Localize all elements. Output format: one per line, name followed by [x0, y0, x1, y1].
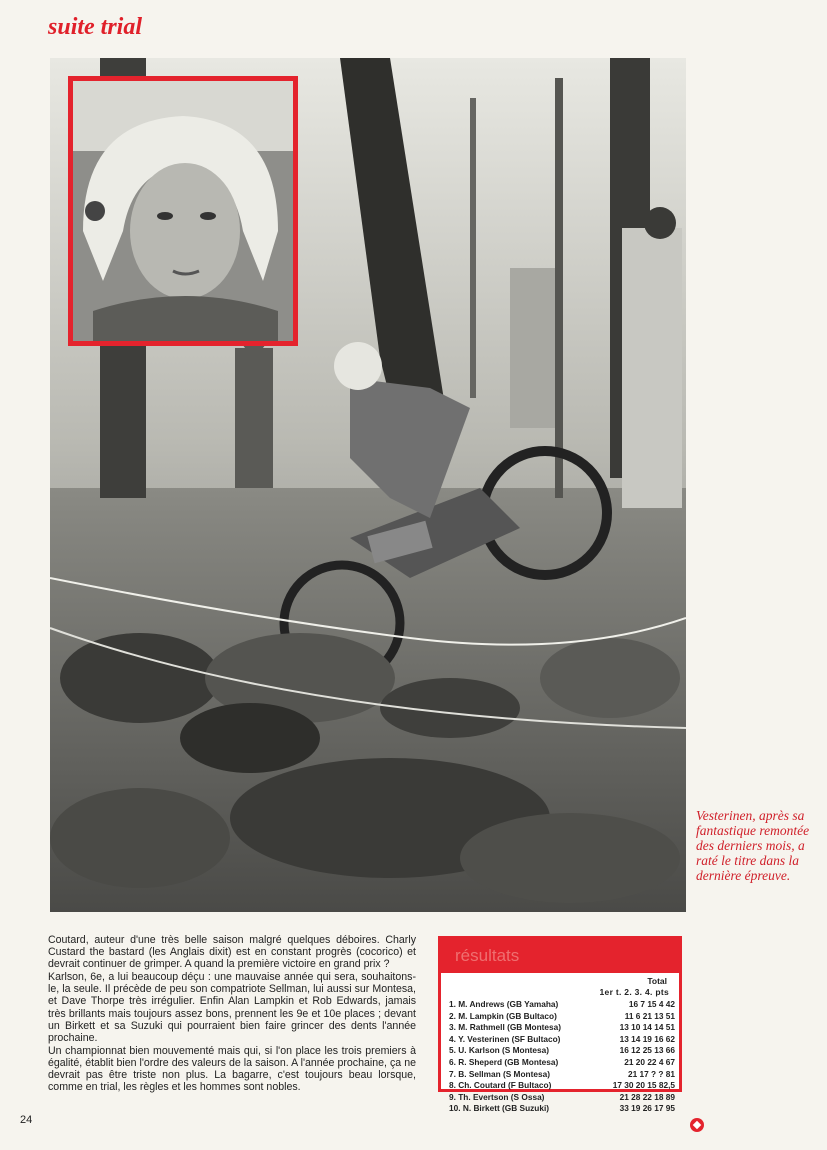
rider-name: 2. M. Lampkin (GB Bultaco)	[449, 1010, 557, 1021]
rider-scores: 21 17 ? ? 81	[627, 1068, 675, 1079]
end-mark-icon	[690, 1118, 704, 1132]
article-body	[48, 934, 416, 1094]
table-row	[449, 1069, 677, 1081]
rider-name: 4. Y. Vesterinen (SF Bultaco)	[449, 1033, 561, 1044]
table-row	[449, 1034, 677, 1046]
rider-scores: 16 12 25 13 66	[619, 1045, 675, 1056]
table-row	[449, 1045, 677, 1057]
table-row	[449, 999, 677, 1011]
table-row	[449, 1080, 677, 1092]
rider-scores: 21 20 22 4 67	[624, 1056, 675, 1067]
rider-scores: 11 6 21 13 51	[624, 1010, 675, 1021]
rider-scores: 16 7 15 4 42	[628, 999, 675, 1009]
article-paragraph: Un championnat bien mouvementé mais qui, si l'on place les trois premiers à égalité, établit bien l'ordre des valeurs de la saison. A l'année prochaine, ça ne devrait pas être triste non plus. La bagarre, c'est toujours beau lorsque, comme en trial, les règles et les hommes sont nobles.	[48, 1044, 416, 1094]
rider-name: 8. Ch. Coutard (F Bultaco)	[449, 1080, 552, 1091]
columns-header: 1er t. 2. 3. 4. pts	[599, 987, 669, 997]
rider-name: 10. N. Birkett (GB Suzuki)	[449, 1103, 550, 1114]
rider-name: 9. Th. Evertson (S Ossa)	[449, 1091, 545, 1102]
rider-scores: 13 14 19 16 62	[619, 1033, 675, 1044]
rider-scores: 17 30 20 15 82,5	[612, 1080, 675, 1091]
article-paragraph: Coutard, auteur d'une très belle saison malgré quelques déboires. Charly Custard the bastard (les Anglais dixit) est en constant progrès (cocorico) et devrait continuer de grimper. A quand la première victoire en grand prix ?	[48, 934, 416, 971]
rider-name: 6. R. Sheperd (GB Montesa)	[449, 1056, 559, 1067]
rider-name: 5. U. Karlson (S Montesa)	[449, 1045, 550, 1056]
page-number: 24	[20, 1114, 33, 1126]
rider-scores: 13 10 14 14 51	[619, 1022, 675, 1033]
table-row	[449, 1103, 677, 1115]
total-label: Total	[647, 976, 667, 986]
article-paragraph: Karlson, 6e, a lui beaucoup déçu : une mauvaise année qui sera, souhaitons-le, la seule. Il précède de peu son compatriote Sellman, lui aussi sur Montesa, et Dave Thorpe très irrégulier. Enfin Alan Lampkin et Rob Edwards, jamais très brillants mais toujours assez bons, prennent les 9e et 10e places ; devant un Birkett et sa Suzuki qui pourraient bien faire grincer des dents l'année prochaine.	[48, 971, 416, 1044]
results-title: résultats	[441, 939, 679, 973]
rider-scores: 33 19 26 17 95	[619, 1103, 675, 1114]
photo-caption: Vesterinen, après sa fantastique remontée des derniers mois, a raté le titre dans la dernière épreuve.	[696, 808, 810, 883]
rider-name: 7. B. Sellman (S Montesa)	[449, 1068, 550, 1079]
table-row	[449, 1092, 677, 1104]
portrait-inset	[68, 76, 298, 346]
table-row	[449, 1022, 677, 1034]
results-table	[438, 936, 682, 1114]
rider-name: 1. M. Andrews (GB Yamaha)	[449, 999, 559, 1009]
rider-name: 3. M. Rathmell (GB Montesa)	[449, 1022, 562, 1033]
page-heading: suite trial	[48, 14, 143, 40]
rider-scores: 21 28 22 18 89	[619, 1091, 675, 1102]
table-row	[449, 1011, 677, 1023]
table-row	[449, 1057, 677, 1069]
